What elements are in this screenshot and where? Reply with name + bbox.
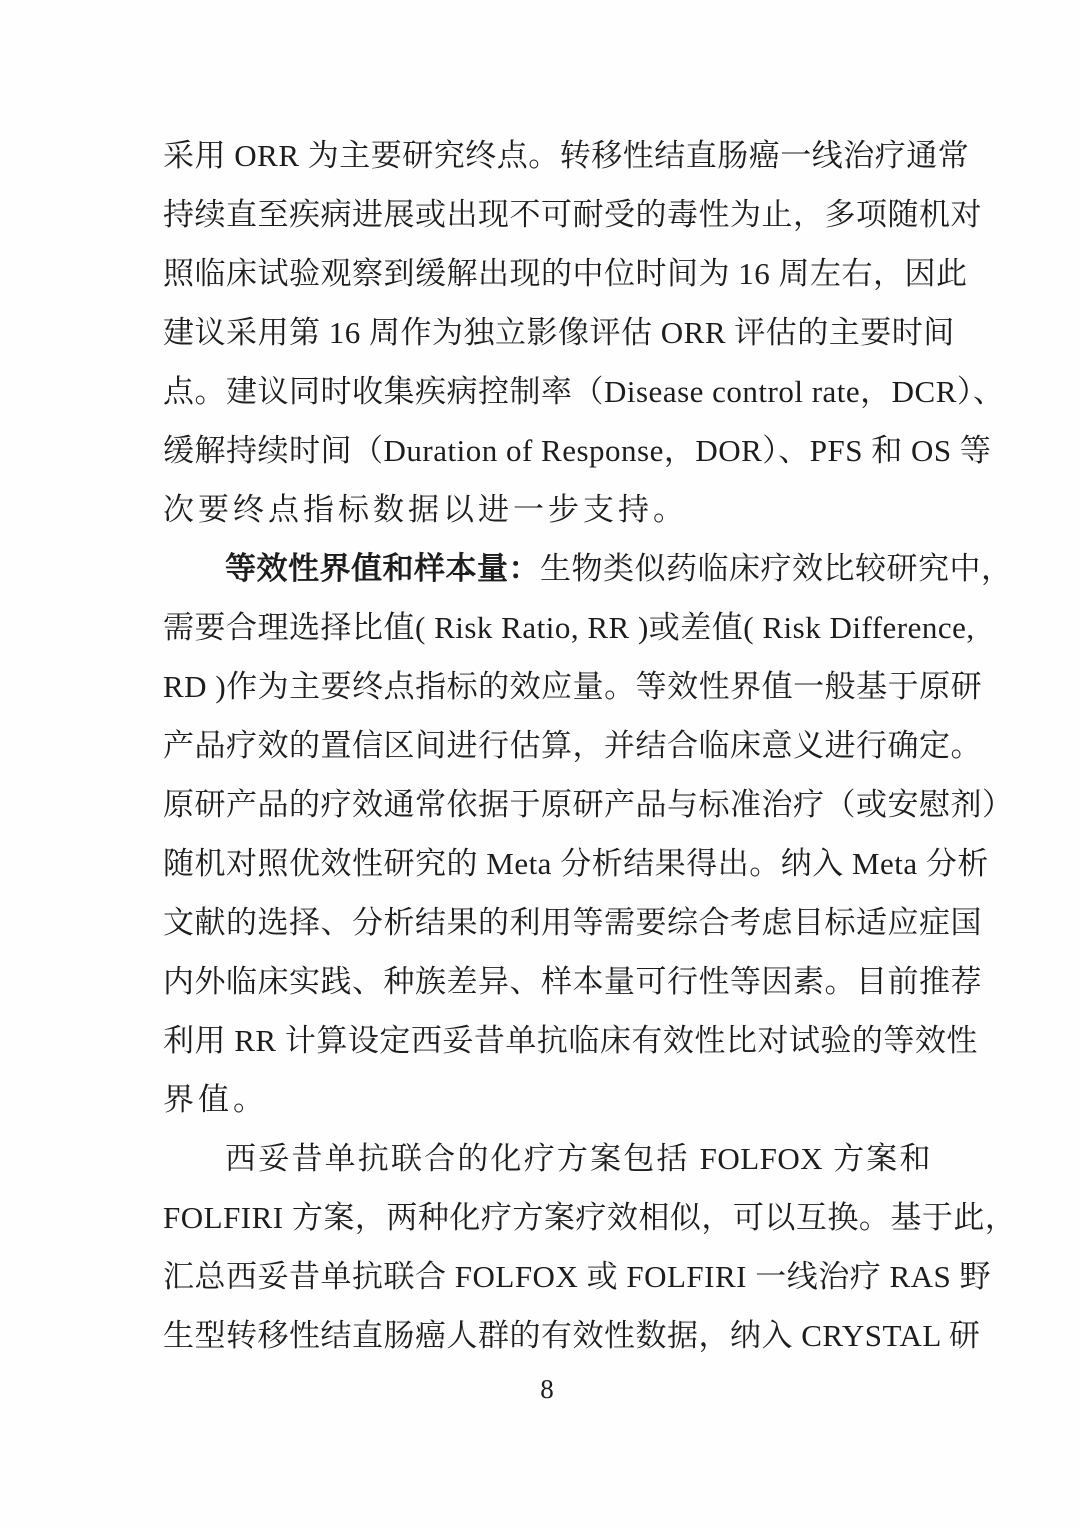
text-run: 生型转移性结直肠癌人群的有效性数据，纳入 CRYSTAL 研	[163, 1318, 981, 1353]
text-line	[163, 775, 1014, 834]
text-run: 西妥昔单抗联合的化疗方案包括 FOLFOX 方案和	[225, 1141, 931, 1176]
text-run: 文献的选择、分析结果的利用等需要综合考虑目标适应症国	[163, 905, 982, 940]
text-run: 需要合理选择比值( Risk Ratio, RR )或差值( Risk Difference,	[163, 610, 975, 645]
document-body	[163, 126, 1017, 1365]
text-line	[163, 598, 975, 657]
text-line	[163, 244, 968, 303]
text-run: 持续直至疾病进展或出现不可耐受的毒性为止，多项随机对	[163, 197, 982, 232]
text-run: 汇总西妥昔单抗联合 FOLFOX 或 FOLFIRI 一线治疗 RAS 野	[163, 1259, 992, 1294]
text-line	[163, 716, 982, 775]
text-line	[163, 303, 955, 362]
text-run: 原研产品的疗效通常依据于原研产品与标准治疗（或安慰剂）	[163, 787, 1014, 822]
text-line	[163, 893, 982, 952]
text-line	[163, 1247, 992, 1306]
text-run: 内外临床实践、种族差异、样本量可行性等因素。目前推荐	[163, 964, 982, 999]
text-line	[163, 1129, 931, 1188]
text-run: 缓解持续时间（Duration of Response，DOR）、PFS 和 OS 等	[163, 433, 992, 468]
inline-heading: 等效性界值和样本量：	[225, 551, 540, 586]
text-run: 界值。	[163, 1082, 268, 1117]
text-line	[163, 1070, 931, 1129]
text-line	[163, 1188, 1017, 1247]
text-line	[163, 480, 931, 539]
text-run: RD )作为主要终点指标的效应量。等效性界值一般基于原研	[163, 669, 983, 704]
text-run: 利用 RR 计算设定西妥昔单抗临床有效性比对试验的等效性	[163, 1023, 978, 1058]
text-line	[163, 185, 982, 244]
text-run: 随机对照优效性研究的 Meta 分析结果得出。纳入 Meta 分析	[163, 846, 989, 881]
text-line	[163, 657, 983, 716]
text-run: 点。建议同时收集疾病控制率（Disease control rate，DCR）、	[163, 374, 1005, 409]
page-number: 8	[540, 1374, 554, 1404]
text-run: 生物类似药临床疗效比较研究中，	[540, 551, 1013, 586]
text-run: 采用 ORR 为主要研究终点。转移性结直肠癌一线治疗通常	[163, 138, 970, 173]
text-run: 次要终点指标数据以进一步支持。	[163, 492, 688, 527]
text-line	[163, 126, 970, 185]
text-run: 产品疗效的置信区间进行估算，并结合临床意义进行确定。	[163, 728, 982, 763]
text-run: 照临床试验观察到缓解出现的中位时间为 16 周左右，因此	[163, 256, 968, 291]
text-line	[163, 539, 1013, 598]
text-run: FOLFIRI 方案，两种化疗方案疗效相似，可以互换。基于此，	[163, 1200, 1017, 1235]
text-line	[163, 1011, 978, 1070]
text-line	[163, 952, 982, 1011]
text-line	[163, 1306, 981, 1365]
text-run: 建议采用第 16 周作为独立影像评估 ORR 评估的主要时间	[163, 315, 955, 350]
text-line	[163, 362, 1005, 421]
text-line	[163, 421, 992, 480]
text-line	[163, 834, 989, 893]
